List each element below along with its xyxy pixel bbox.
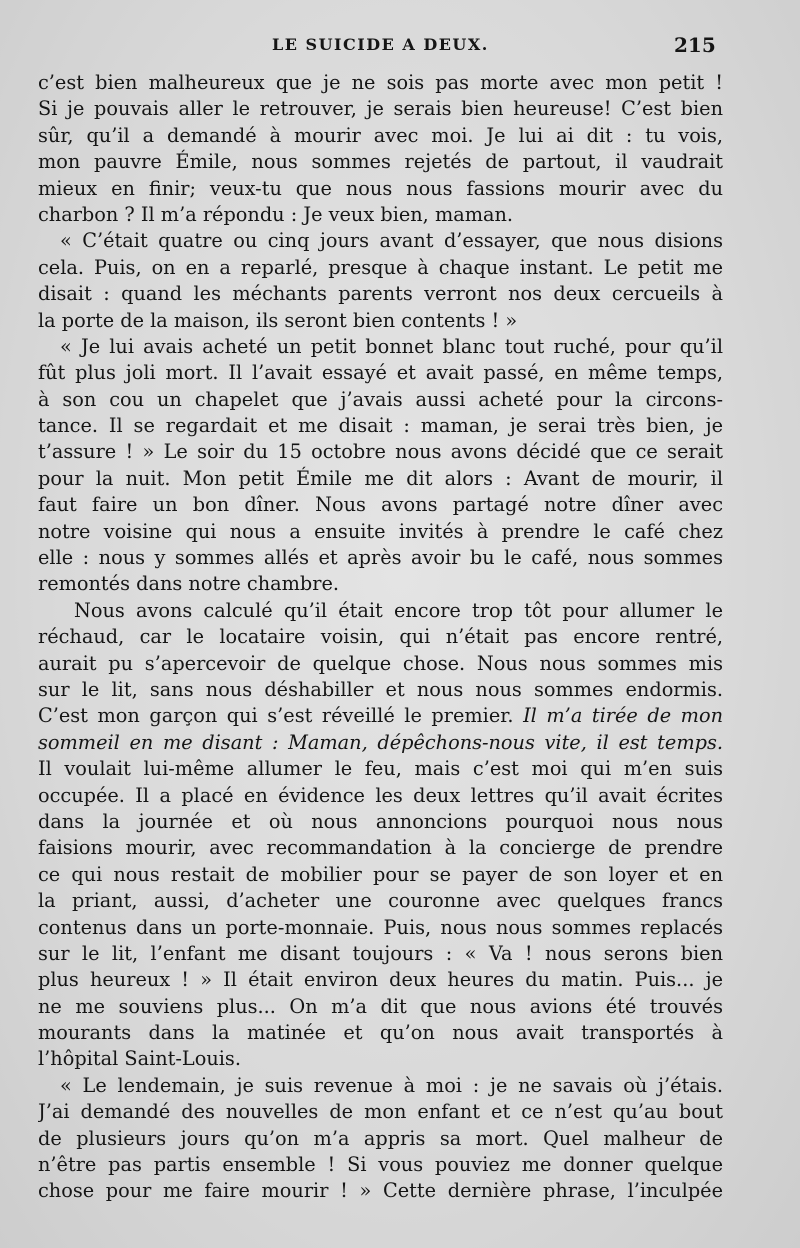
text-line: charbon ? Il m’a répondu : Je veux bien, maman. xyxy=(38,202,514,226)
text-line-italic: Il m’a tirée de mon xyxy=(523,704,723,728)
text-line: la porte de la maison, ils seront bien contents ! » xyxy=(38,308,518,332)
text-line: l’hôpital Saint-Louis. xyxy=(38,1047,241,1071)
text-line: tance. Il se regardait et me disait : maman, je serai très bien, je xyxy=(38,414,723,438)
text-line: à son cou un chapelet que j’avais aussi acheté pour la circons- xyxy=(38,387,723,411)
italic-quote: sommeil en me disant : Maman, dépêchons-nous vite, il est temps. xyxy=(38,730,723,754)
text-line: pour la nuit. Mon petit Émile me dit alors : Avant de mourir, il xyxy=(38,466,723,490)
text-line: disait : quand les méchants parents verront nos deux cercueils à xyxy=(38,282,723,306)
text-line: sûr, qu’il a demandé à mourir avec moi. Je lui ai dit : tu vois, xyxy=(38,123,723,147)
text-line: notre voisine qui nous a ensuite invités à prendre le café chez xyxy=(38,519,723,543)
text-line: sur le lit, l’enfant me disant toujours : « Va ! nous serons bien xyxy=(38,941,723,965)
text-line: la priant, aussi, d’acheter une couronne avec quelques francs xyxy=(38,889,723,913)
text-line: remontés dans notre chambre. xyxy=(38,572,340,596)
text-line: de plusieurs jours qu’on m’a appris sa mort. Quel malheur de xyxy=(38,1126,723,1150)
text-line: plus heureux ! » Il était environ deux heures du matin. Puis... je xyxy=(38,968,723,992)
text-line: dans la journée et où nous annoncions pourquoi nous nous xyxy=(38,809,723,833)
text-line: ne me souviens plus... On m’a dit que nous avions été trouvés xyxy=(38,994,723,1018)
text-line: aurait pu s’apercevoir de quelque chose. Nous nous sommes mis xyxy=(38,651,723,675)
text-line: « C’était quatre ou cinq jours avant d’essayer, que nous disions xyxy=(60,229,723,253)
text-line: faut faire un bon dîner. Nous avons partagé notre dîner avec xyxy=(38,493,723,517)
text-line: cela. Puis, on en a reparlé, presque à chaque instant. Le petit me xyxy=(38,255,723,279)
text-line: fût plus joli mort. Il l’avait essayé et avait passé, en même temps, xyxy=(38,361,723,385)
text-line: n’être pas partis ensemble ! Si vous pouviez me donner quelque xyxy=(38,1153,723,1177)
text-line: mon pauvre Émile, nous sommes rejetés de partout, il vaudrait xyxy=(38,150,723,174)
text-line: Si je pouvais aller le retrouver, je serais bien heureuse! C’est bien xyxy=(38,97,723,121)
text-line: t’assure ! » Le soir du 15 octobre nous avons décidé que ce serait xyxy=(38,440,723,464)
text-line: Il voulait lui-même allumer le feu, mais c’est moi qui m’en suis xyxy=(38,757,723,781)
text-line: occupée. Il a placé en évidence les deux lettres qu’il avait écrites xyxy=(38,783,723,807)
text-line: « Je lui avais acheté un petit bonnet blanc tout ruché, pour qu’il xyxy=(60,334,723,358)
running-title: LE SUICIDE A DEUX. xyxy=(272,35,489,54)
text-line: chose pour me faire mourir ! » Cette dernière phrase, l’inculpée xyxy=(38,1179,723,1203)
text-line: mourants dans la matinée et qu’on nous avait transportés à xyxy=(38,1021,723,1045)
text-line-italic xyxy=(38,730,723,756)
text-line: faisions mourir, avec recommandation à la concierge de prendre xyxy=(38,836,723,860)
text-line: Nous avons calculé qu’il était encore trop tôt pour allumer le xyxy=(74,598,723,622)
text-line: « Le lendemain, je suis revenue à moi : je ne savais où j’étais. xyxy=(60,1073,723,1097)
text-line: c’est bien malheureux que je ne sois pas morte avec mon petit ! xyxy=(38,71,723,94)
text-line: ce qui nous restait de mobilier pour se payer de son loyer et en xyxy=(38,862,723,886)
text-line: réchaud, car le locataire voisin, qui n’était pas encore rentré, xyxy=(38,625,723,649)
text-line: elle : nous y sommes allés et après avoir bu le café, nous sommes xyxy=(38,546,723,570)
text-line: sur le lit, sans nous déshabiller et nous nous sommes endormis. xyxy=(38,677,723,701)
page-header xyxy=(0,33,800,59)
text-line-mixed xyxy=(38,703,723,729)
body-text xyxy=(38,70,723,1205)
text-line: J’ai demandé des nouvelles de mon enfant et ce n’est qu’au bout xyxy=(38,1100,723,1124)
text-line-roman: C’est mon garçon qui s’est réveillé le premier. xyxy=(38,704,514,728)
page-number: 215 xyxy=(674,33,716,57)
text-line: mieux en finir; veux-tu que nous nous fassions mourir avec du xyxy=(38,176,723,200)
text-line: contenus dans un porte-monnaie. Puis, nous nous sommes replacés xyxy=(38,915,723,939)
